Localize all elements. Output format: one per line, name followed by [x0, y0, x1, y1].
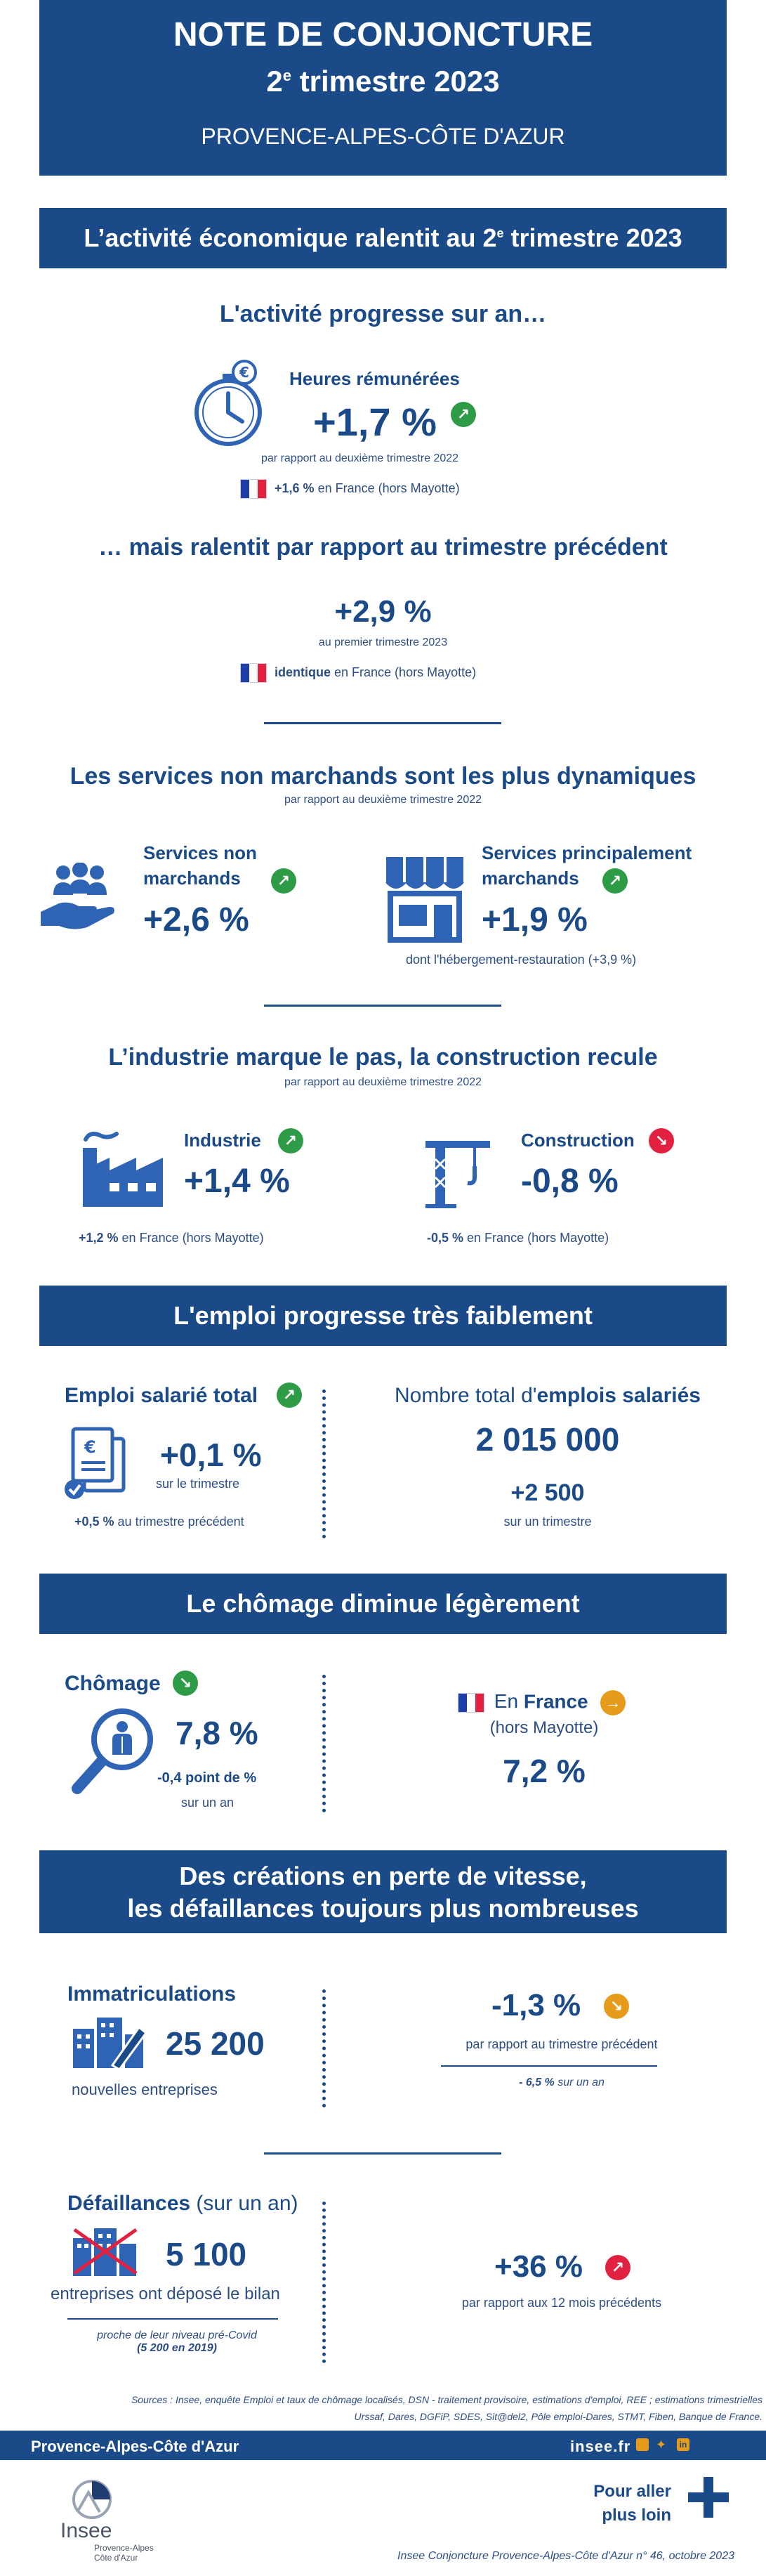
imm-year: - 6,5 % sur un an — [519, 2077, 605, 2088]
heures-value: +1,7 % — [313, 400, 437, 444]
arrow-down-icon: ↘ — [173, 1671, 198, 1696]
m-note: dont l'hébergement-restauration (+3,9 %) — [406, 953, 637, 967]
def-value: 5 100 — [166, 2236, 247, 2273]
crane-icon — [424, 1138, 494, 1208]
def-rate: +36 % — [494, 2249, 583, 2284]
m-value: +1,9 % — [482, 901, 588, 939]
heures-label: Heures rémunérées — [289, 368, 460, 389]
ind-value: +1,4 % — [184, 1163, 290, 1200]
france-flag-icon — [240, 479, 267, 499]
plus-icon[interactable] — [687, 2476, 730, 2519]
ind-france: +1,2 % en France (hors Mayotte) — [79, 1231, 264, 1245]
emploi-prev: +0,5 % au trimestre précédent — [74, 1515, 244, 1529]
buildings-crossed-icon — [72, 2227, 139, 2276]
def-precovid: proche de leur niveau pré-Covid (5 200 en 2019) — [97, 2329, 257, 2354]
arrow-up-icon: ↗ — [451, 402, 476, 427]
arrow-up-icon: ↗ — [278, 1128, 303, 1153]
sources: Sources : Insee, enquête Emploi et taux de chômage localisés, DSN - traitement provisoire, estimations d'emploi, REE ; estimations trimestrielles Urssaf, Dares, DGFiP, SDES, Sit@del2, Pôle emploi-Dares, STMT, Fiben, Banque de France. — [131, 2394, 762, 2422]
chomage-france: En France → — [458, 1690, 626, 1715]
france-flag-icon — [240, 663, 267, 683]
ind-label: Industrie — [184, 1130, 261, 1151]
chomage-label: Chômage — [65, 1672, 161, 1695]
twitter-icon[interactable]: ✦ — [656, 2438, 667, 2452]
svg-text:€: € — [239, 364, 249, 381]
chomage-delta-note: sur un an — [181, 1796, 235, 1810]
activity-quarter-subtitle: … mais ralentit par rapport au trimestre précédent — [98, 534, 668, 561]
section-divider — [67, 2318, 278, 2320]
def-rate-note: par rapport aux 12 mois précédents — [461, 2296, 662, 2310]
heures-france: +1,6 % en France (hors Mayotte) — [240, 479, 460, 499]
services-note: par rapport au deuxième trimestre 2022 — [284, 794, 482, 806]
services-title: Les services non marchands sont les plus dynamiques — [70, 763, 696, 790]
arrow-down-icon: ↘ — [604, 1994, 629, 2019]
imm-rate-note: par rapport au trimestre précédent — [465, 2037, 658, 2051]
activity-year-subtitle: L'activité progresse sur an… — [219, 301, 547, 327]
column-separator — [322, 1989, 326, 2107]
rss-icon[interactable] — [636, 2438, 649, 2451]
emploi-delta-note: sur un trimestre — [503, 1515, 592, 1529]
insee-logo — [60, 2480, 124, 2519]
emploi-total-value: 2 015 000 — [475, 1421, 620, 1458]
emploi-total-label: Nombre total d'emplois salariés — [395, 1384, 701, 1407]
imm-note: nouvelles entreprises — [72, 2081, 218, 2098]
imm-label: Immatriculations — [67, 1982, 237, 2006]
section-divider — [264, 722, 501, 724]
arrow-down-icon: ↘ — [649, 1128, 674, 1153]
header-quarter: 2e trimestre 2023 — [266, 65, 500, 98]
chomage-delta: -0,4 point de % — [157, 1770, 257, 1786]
imm-rate: -1,3 % — [491, 1988, 581, 2022]
insee-logo-region: Provence-Alpes Côte d'Azur — [94, 2543, 154, 2563]
section-divider — [264, 1005, 501, 1007]
publication-ref: Insee Conjoncture Provence-Alpes-Côte d'Azur n° 46, octobre 2023 — [397, 2550, 734, 2562]
emploi-value: +0,1 % — [160, 1437, 262, 1473]
arrow-up-icon: ↗ — [277, 1382, 302, 1408]
header-title: NOTE DE CONJONCTURE — [173, 16, 593, 53]
cons-value: -0,8 % — [521, 1163, 619, 1200]
more-link[interactable]: Pour aller plus loin — [593, 2482, 671, 2525]
imm-value: 25 200 — [166, 2025, 265, 2062]
documents-icon — [63, 1425, 133, 1502]
header-region: PROVENCE-ALPES-CÔTE D'AZUR — [201, 124, 565, 149]
section-divider — [264, 2152, 501, 2155]
chomage-france-note: (hors Mayotte) — [489, 1718, 599, 1737]
factory-icon — [76, 1130, 167, 1207]
column-separator — [322, 2202, 326, 2363]
emploi-label: Emploi salarié total — [65, 1384, 258, 1407]
header-banner — [39, 0, 727, 176]
column-separator — [322, 1390, 326, 1538]
def-note: entreprises ont déposé le bilan — [51, 2284, 280, 2303]
nm-value: +2,6 % — [143, 901, 249, 939]
hand-people-icon — [38, 863, 119, 933]
industrie-note: par rapport au deuxième trimestre 2022 — [284, 1076, 482, 1088]
def-label: Défaillances (sur un an) — [67, 2192, 298, 2215]
linkedin-icon[interactable]: in — [677, 2438, 689, 2451]
section-divider — [441, 2065, 657, 2067]
heures-note: par rapport au deuxième trimestre 2022 — [261, 452, 459, 464]
arrow-up-icon: ↗ — [602, 868, 628, 894]
industrie-title: L’industrie marque le pas, la construction recule — [108, 1044, 658, 1071]
emploi-delta-value: +2 500 — [510, 1479, 585, 1506]
magnifier-person-icon — [69, 1706, 160, 1797]
buildings-pen-icon — [72, 2015, 149, 2068]
france-flag-icon — [458, 1693, 484, 1713]
svg-text:€: € — [84, 1437, 96, 1457]
arrow-up-icon: ↗ — [605, 2255, 630, 2280]
footer-region: Provence-Alpes-Côte d'Azur — [31, 2438, 239, 2455]
cons-france: -0,5 % en France (hors Mayotte) — [427, 1231, 609, 1245]
shop-icon — [379, 853, 470, 944]
arrow-right-icon: → — [600, 1690, 626, 1715]
column-separator — [322, 1675, 326, 1812]
footer-band — [0, 2431, 766, 2460]
arrow-up-icon: ↗ — [271, 868, 296, 894]
m-label: Services principalement marchands — [482, 842, 692, 889]
trim-note: au premier trimestre 2023 — [318, 636, 448, 648]
insee-logo-text: Insee — [60, 2519, 112, 2542]
nm-label: Services non marchands — [143, 842, 257, 889]
chomage-value: 7,8 % — [176, 1715, 258, 1751]
emploi-banner: L'emploi progresse très faiblement — [39, 1286, 727, 1346]
footer-site-link[interactable]: insee.fr — [570, 2438, 631, 2455]
emploi-value-note: sur le trimestre — [156, 1477, 240, 1491]
cons-label: Construction — [521, 1130, 635, 1151]
chomage-france-value: 7,2 % — [503, 1753, 586, 1789]
creations-banner: Des créations en perte de vitesse, les défaillances toujours plus nombreuses — [39, 1850, 727, 1933]
trim-value: +2,9 % — [334, 594, 432, 629]
activity-banner: L’activité économique ralentit au 2e trimestre 2023 — [39, 208, 727, 268]
trim-france: identique en France (hors Mayotte) — [240, 663, 476, 683]
stopwatch-euro-icon — [190, 360, 267, 451]
chomage-banner: Le chômage diminue légèrement — [39, 1574, 727, 1634]
